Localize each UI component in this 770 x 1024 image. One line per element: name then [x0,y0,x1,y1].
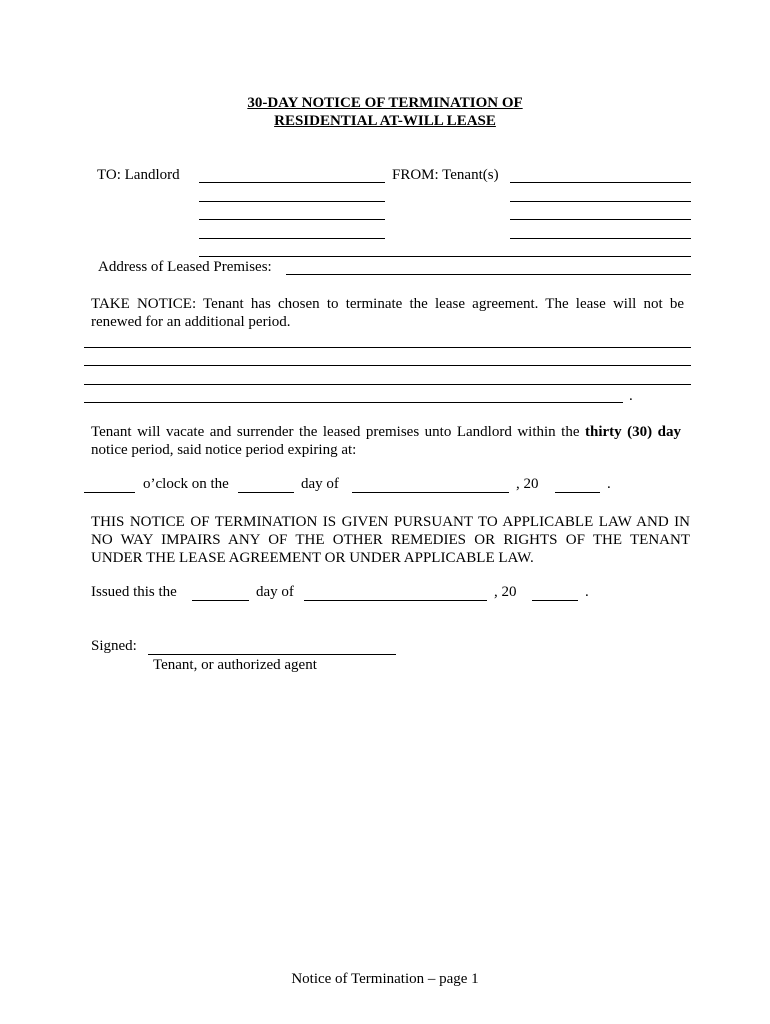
issued-year-prefix: , 20 [494,584,517,600]
expire-month-blank[interactable] [352,492,509,493]
tenant-name-line-2[interactable] [510,201,691,202]
landlord-name-line-2[interactable] [199,201,385,202]
address-field-line[interactable] [286,274,691,275]
expire-hour-blank[interactable] [84,492,135,493]
from-tenant-label: FROM: Tenant(s) [392,167,499,183]
issued-day-of-label: day of [256,584,294,600]
reason-line-2[interactable] [84,365,691,366]
landlord-name-line-1[interactable] [199,182,385,183]
landlord-name-line-3[interactable] [199,219,385,220]
vacate-text-bold: thirty (30) day [585,424,681,440]
reason-period: . [629,388,633,404]
expire-day-blank[interactable] [238,492,294,493]
issued-year-blank[interactable] [532,600,578,601]
expire-year-prefix: , 20 [516,476,539,492]
expire-day-of-label: day of [301,476,339,492]
vacate-paragraph [91,423,681,459]
reason-line-3[interactable] [84,384,691,385]
tenant-name-line-3[interactable] [510,219,691,220]
signature-line[interactable] [148,654,396,655]
issued-period: . [585,584,589,600]
expire-year-blank[interactable] [555,492,600,493]
oclock-label: o’clock on the [143,476,229,492]
issued-label: Issued this the [91,584,177,600]
issued-month-blank[interactable] [304,600,487,601]
tenant-name-line-1[interactable] [510,182,691,183]
vacate-text-before: Tenant will vacate and surrender the leased premises unto Landlord within the [91,424,585,440]
reason-line-1[interactable] [84,347,691,348]
title-line-1: 30-DAY NOTICE OF TERMINATION OF [247,95,523,111]
landlord-name-line-4[interactable] [199,238,385,239]
expire-period: . [607,476,611,492]
signed-label: Signed: [91,638,137,654]
address-label: Address of Leased Premises: [98,259,272,275]
legal-notice-paragraph: THIS NOTICE OF TERMINATION IS GIVEN PURSUANT TO APPLICABLE LAW AND IN NO WAY IMPAIRS ANY OF THE OTHER REMEDIES OR RIGHTS OF THE TENANT UNDER THE LEASE AGREEMENT OR UNDER APPLICABLE LAW. [91,514,690,566]
title-line-2: RESIDENTIAL AT-WILL LEASE [274,113,496,129]
issued-day-blank[interactable] [192,600,249,601]
vacate-text-after: notice period, said notice period expiring at: [91,442,357,458]
take-notice-paragraph: TAKE NOTICE: Tenant has chosen to terminate the lease agreement. The lease will not be renewed for an additional period. [91,296,684,330]
reason-line-4[interactable] [84,402,623,403]
page-footer: Notice of Termination – page 1 [291,971,479,987]
to-landlord-label: TO: Landlord [97,167,180,183]
tenant-name-line-4[interactable] [510,238,691,239]
signer-caption: Tenant, or authorized agent [153,657,317,673]
separator-line [199,256,691,257]
